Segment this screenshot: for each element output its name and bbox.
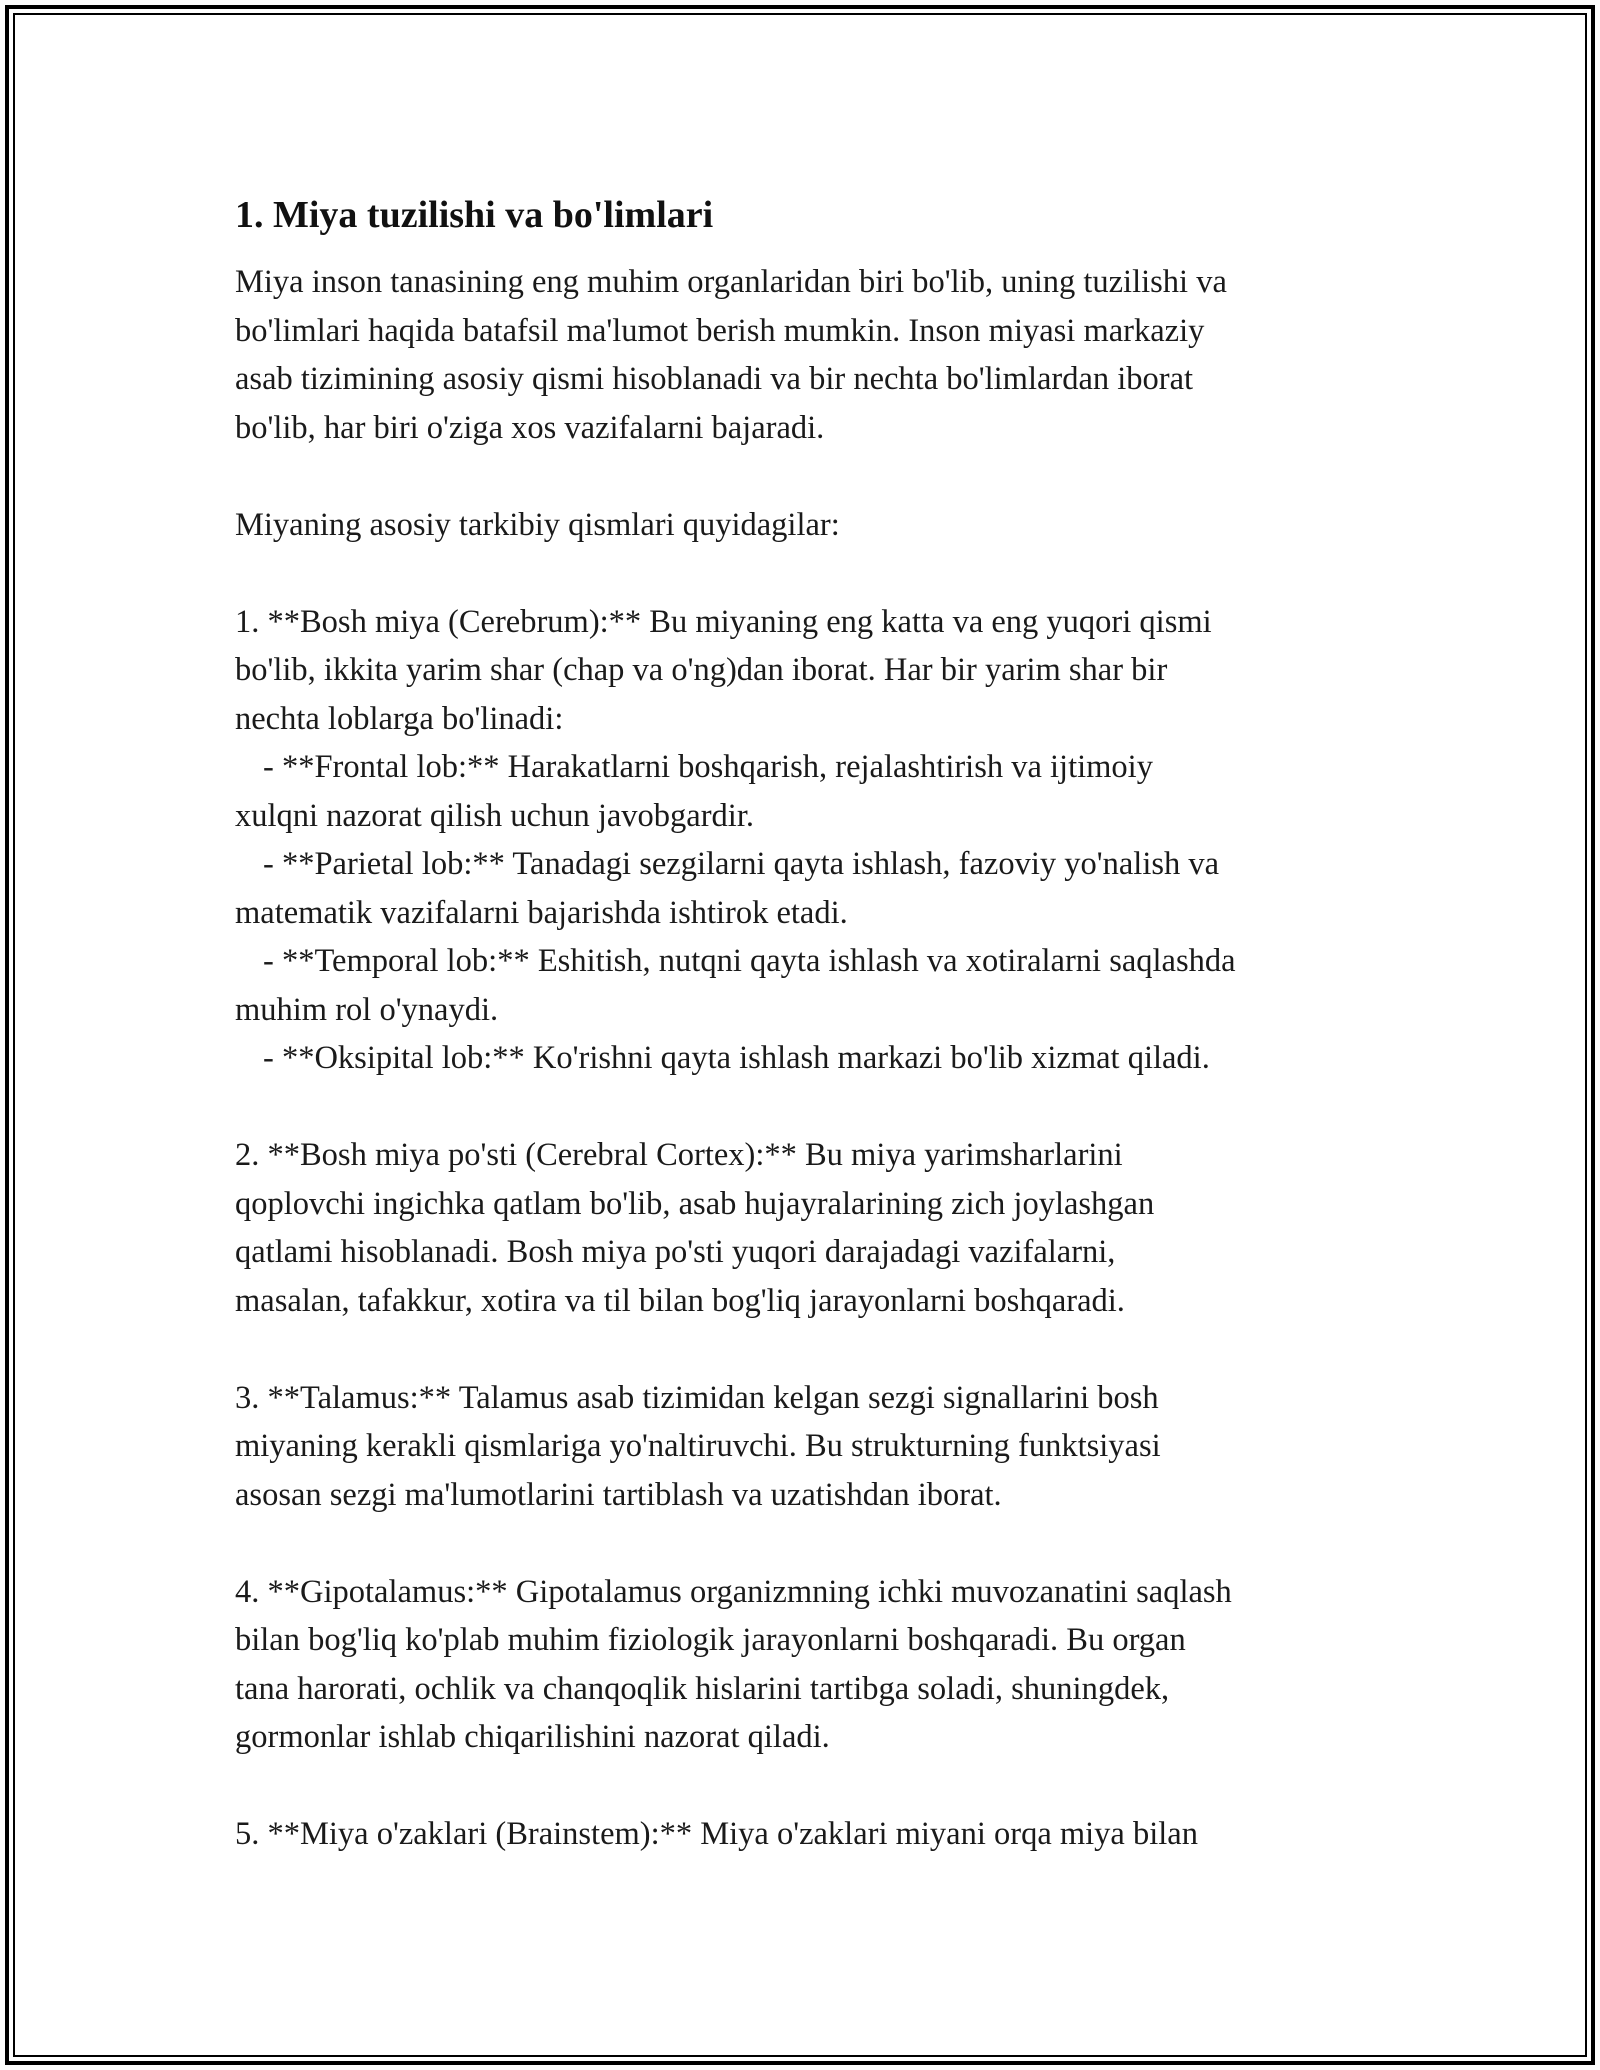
lobe-item-occipital: [235, 1034, 1415, 1083]
text-line: 5. **Miya o'zaklari (Brainstem):** Miya o'zaklari miyani orqa miya bilan: [235, 1816, 1198, 1852]
text-line: bilan bog'liq ko'plab muhim fiziologik jarayonlarni boshqaradi. Bu organ: [235, 1622, 1186, 1658]
text-line: nechta loblarga bo'linadi:: [235, 700, 564, 737]
text-line: 3. **Talamus:** Talamus asab tizimidan kelgan sezgi signallarini bosh: [235, 1379, 1159, 1416]
text-line: bo'limlari haqida batafsil ma'lumot berish mumkin. Inson miyasi markaziy: [235, 312, 1205, 349]
text-line: qoplovchi ingichka qatlam bo'lib, asab hujayralarining zich joylashgan: [235, 1185, 1155, 1222]
lobe-line: muhim rol o'ynaydi.: [235, 991, 499, 1028]
list-item-brainstem: [235, 1810, 1415, 1859]
text-line: 4. **Gipotalamus:** Gipotalamus organizmning ichki muvozanatini saqlash: [235, 1573, 1232, 1610]
lobe-list: [235, 743, 1415, 1083]
list-item-cerebrum: [235, 598, 1415, 744]
lobe-line: xulqni nazorat qilish uchun javobgardir.: [235, 797, 754, 834]
text-line: 1. **Bosh miya (Cerebrum):** Bu miyaning eng katta va eng yuqori qismi: [235, 603, 1212, 640]
lobe-item-frontal: [235, 743, 1415, 840]
text-line: asab tizimining asosiy qismi hisoblanadi va bir nechta bo'limlardan iborat: [235, 361, 1194, 397]
lobe-line: matematik vazifalarni bajarishda ishtirok etadi.: [235, 894, 848, 931]
document-body: [235, 185, 1415, 1859]
text-line: qatlami hisoblanadi. Bosh miya po'sti yuqori darajadagi vazifalarni,: [235, 1234, 1116, 1270]
lobe-line: - **Frontal lob:** Harakatlarni boshqarish, rejalashtirish va ijtimoiy: [263, 749, 1153, 785]
lead-line: Miyaning asosiy tarkibiy qismlari quyidagilar:: [235, 506, 840, 543]
list-item-cortex: [235, 1131, 1415, 1325]
lobe-line: - **Parietal lob:** Tanadagi sezgilarni qayta ishlash, fazoviy yo'nalish va: [263, 846, 1220, 882]
lobe-line: - **Oksipital lob:** Ko'rishni qayta ishlash markazi bo'lib xizmat qiladi.: [263, 1040, 1210, 1076]
lobe-item-parietal: [235, 840, 1415, 937]
text-line: Miya inson tanasining eng muhim organlaridan biri bo'lib, uning tuzilishi va: [235, 264, 1227, 300]
text-line: gormonlar ishlab chiqarilishini nazorat qiladi.: [235, 1719, 830, 1755]
lobe-item-temporal: [235, 937, 1415, 1034]
intro-paragraph: [235, 258, 1415, 452]
lobe-line: - **Temporal lob:** Eshitish, nutqni qayta ishlash va xotiralarni saqlashda: [263, 943, 1236, 979]
text-line: bo'lib, ikkita yarim shar (chap va o'ng)dan iborat. Har bir yarim shar bir: [235, 652, 1168, 688]
text-line: masalan, tafakkur, xotira va til bilan bog'liq jarayonlarni boshqaradi.: [235, 1282, 1125, 1319]
list-item-thalamus: [235, 1374, 1415, 1520]
section-heading: 1. Miya tuzilishi va bo'limlari: [235, 194, 714, 236]
text-line: tana harorati, ochlik va chanqoqlik hislarini tartibga soladi, shuningdek,: [235, 1670, 1170, 1707]
list-item-hypothalamus: [235, 1568, 1415, 1762]
text-line: bo'lib, har biri o'ziga xos vazifalarni bajaradi.: [235, 409, 825, 446]
text-line: miyaning kerakli qismlariga yo'naltiruvchi. Bu strukturning funktsiyasi: [235, 1428, 1161, 1464]
text-line: 2. **Bosh miya po'sti (Cerebral Cortex):** Bu miya yarimsharlarini: [235, 1137, 1123, 1173]
text-line: asosan sezgi ma'lumotlarini tartiblash va uzatishdan iborat.: [235, 1476, 1002, 1513]
